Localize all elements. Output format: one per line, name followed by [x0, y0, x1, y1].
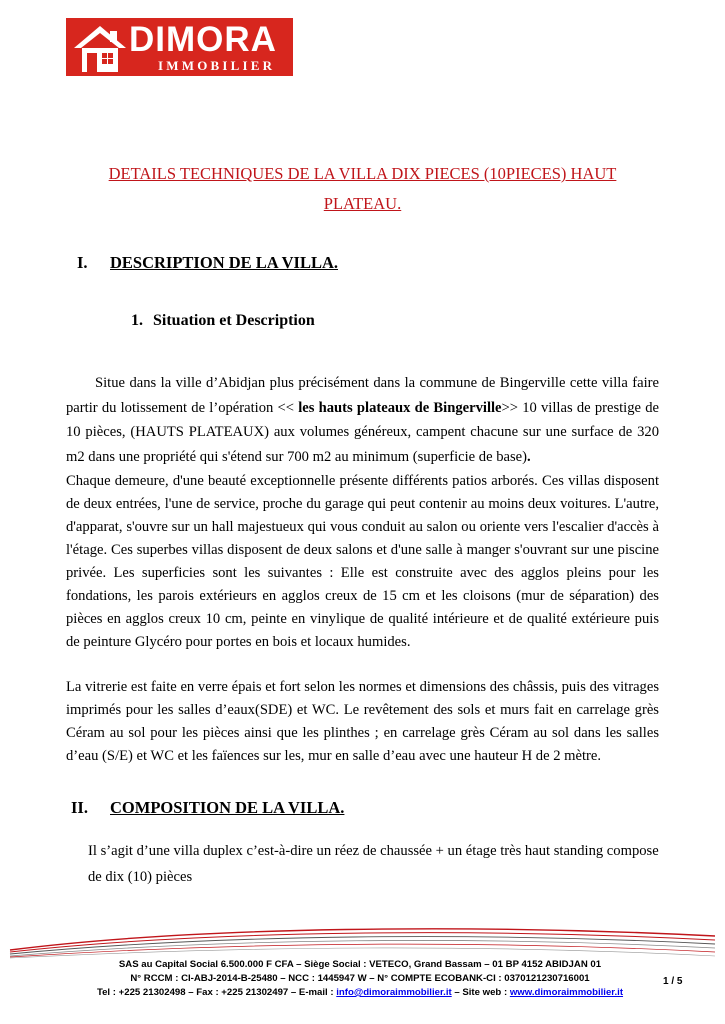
para-bold-text: les hauts plateaux de Bingerville: [298, 399, 502, 416]
subsection-number: 1.: [131, 312, 143, 329]
company-logo: [66, 18, 293, 76]
footer-registration-info: N° RCCM : CI-ABJ-2014-B-25480 – NCC : 1445947 W – N° COMPTE ECOBANK-CI : 0370121230716001: [130, 973, 590, 984]
para-end-period: .: [527, 448, 531, 465]
logo-brand: DIMORA: [129, 20, 277, 59]
website-link[interactable]: www.dimoraimmobilier.it: [509, 987, 624, 998]
logo-subtitle: IMMOBILIER: [158, 58, 276, 73]
para-text: Situe dans la ville d’Abidjan plus précisément dans la commune de Bingerville cette villa faire partir du lotissement de l’opération <<: [66, 375, 659, 416]
section-number: II.: [71, 798, 88, 817]
footer-swoosh-decoration: [0, 918, 725, 960]
email-link[interactable]: info@dimoraimmobilier.it: [336, 987, 452, 998]
footer-phone-fax: Tel : +225 21302498 – Fax : +225 21302497 – E-mail :: [96, 987, 337, 998]
section-label: DESCRIPTION DE LA VILLA.: [110, 253, 339, 272]
paragraph-vitrerie: La vitrerie est faite en verre épais et fort selon les normes et dimensions des châssis, puis des vitrages imprimés pour les salles d’eaux(SDE) et WC. Le revêtement des sols et murs fait en carrelage grès Céram au sol pour les pièces ainsi que les plinthes ; en carrelage grès Céram au sol dans les salles d’eau (S/E) et WC et les faïences sur les, mur en salle d’eau avec une hauteur H de 2 mètre.: [66, 679, 659, 764]
footer-web-label: – Site web :: [451, 987, 510, 998]
subsection-label: Situation et Description: [153, 312, 315, 329]
house-logo-icon: [72, 24, 128, 74]
document-title-line-1: DETAILS TECHNIQUES DE LA VILLA DIX PIECES (10PIECES) HAUT: [108, 164, 617, 183]
footer-company-info: SAS au Capital Social 6.500.000 F CFA – Siège Social : VETECO, Grand Bassam – 01 BP 4152 ABIDJAN 01: [118, 959, 602, 970]
paragraph-description: Chaque demeure, d'une beauté exceptionnelle présente différents patios arborés. Ces villas disposent de deux entrées, l'une de service, proche du garage qui peut contenir au moins deux voitures. L'autre, d'apparat, s'ouvre sur un hall majestueux qui vous conduit au salon ou oriente vers l'escalier d'accès à l'étage. Ces superbes villas disposent de deux salons et d'une salle à manger s'ouvrant sur une piscine privée. Les superficies sont les suivantes : Elle est construite avec des agglos pleins pour les fondations, les parois extérieurs en agglos creux de 15 cm et les cloisons (mur de séparation) des pièces en agglos creux 10 cm, peinte en vinylique de qualité intérieure et de qualité extérieure puis de peinture Glycéro pour portes en bois et locaux humides.: [66, 473, 659, 650]
section-number: I.: [77, 253, 88, 272]
paragraph-composition: Il s’agit d’une villa duplex c’est-à-dire un réez de chaussée + un étage très haut standing compose de dix (10) pièces: [88, 843, 659, 885]
page-number: 1 / 5: [663, 976, 683, 987]
footer-contact-info: [60, 986, 660, 1000]
para-text: >> 10 villas de prestige de 10 pièces, (HAUTS PLATEAUX) aux volumes généreux, campent chacune sur une surface de 320 m2 dans une propriété qui s'étend sur 700 m2 au minimum (superficie de base): [66, 399, 659, 465]
subsection-heading-situation: [131, 311, 315, 331]
paragraph-situation: [66, 371, 659, 469]
section-label: COMPOSITION DE LA VILLA.: [110, 798, 345, 817]
document-title-line-2: PLATEAU.: [323, 194, 402, 213]
